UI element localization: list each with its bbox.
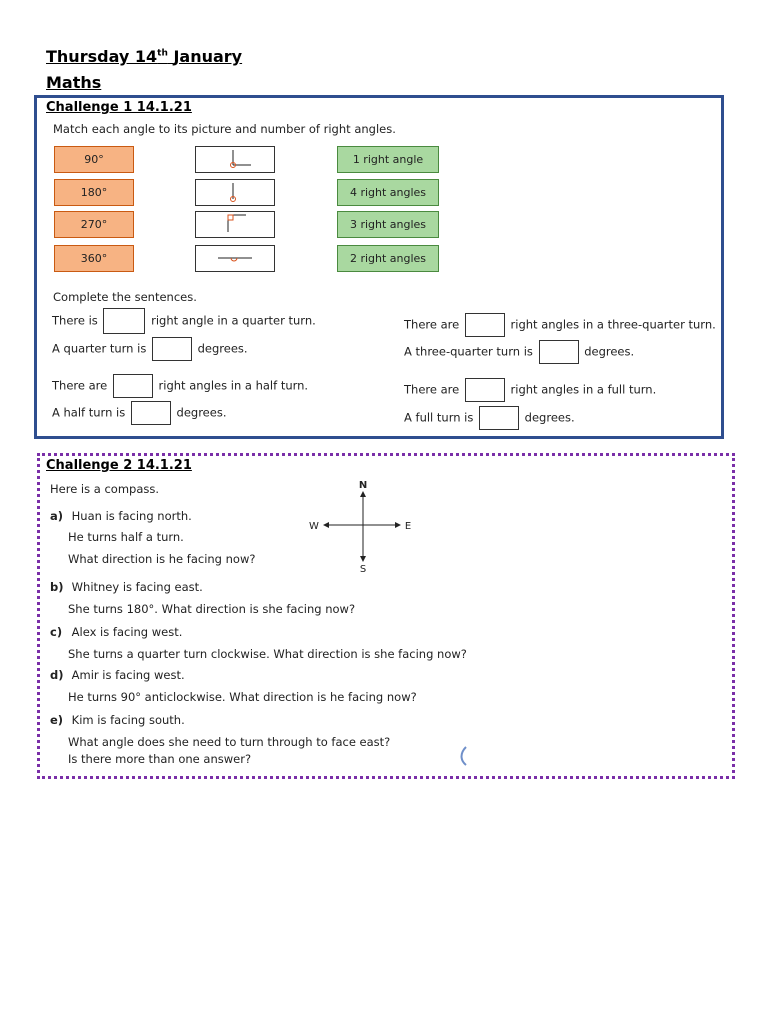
right-angle-icon (196, 212, 274, 237)
answer-box[interactable] (131, 401, 171, 425)
sentence-half-degrees (52, 401, 226, 425)
date-heading (46, 47, 242, 66)
right-angle-box-1[interactable]: 1 right angle (337, 146, 439, 173)
compass-north-label: N (358, 480, 368, 491)
complete-heading: Complete the sentences. (53, 290, 197, 304)
answer-box[interactable] (113, 374, 153, 398)
sentence-quarter-degrees (52, 337, 248, 361)
angle-box-270[interactable]: 270° (54, 211, 134, 238)
sentence-text: right angles in a three-quarter turn. (510, 317, 716, 332)
question-text: Kim is facing south. (71, 713, 185, 727)
question-b-line1 (50, 580, 203, 594)
month-text: January (173, 47, 243, 66)
angle-box-180[interactable]: 180° (54, 179, 134, 206)
compass-west-label: W (309, 521, 319, 532)
sentence-text: A three-quarter turn is (404, 344, 533, 359)
angle-picture-quarter[interactable] (195, 146, 275, 173)
sentence-text: degrees. (176, 405, 227, 420)
sentence-text: A full turn is (404, 410, 474, 425)
question-a-line3: What direction is he facing now? (68, 552, 256, 566)
sentence-text: degrees. (584, 344, 635, 359)
angle-box-360[interactable]: 360° (54, 245, 134, 272)
sentence-quarter-right-angles (52, 308, 316, 334)
answer-box[interactable] (152, 337, 192, 361)
challenge1-instruction: Match each angle to its picture and number of right angles. (53, 122, 396, 136)
sentence-text: A half turn is (52, 405, 126, 420)
question-d-line2: He turns 90° anticlockwise. What direction is he facing now? (68, 690, 417, 704)
compass-south-label: S (359, 564, 367, 575)
question-label: e) (50, 713, 64, 727)
question-text: Huan is facing north. (71, 509, 192, 523)
west-arrow-icon (323, 522, 329, 528)
answer-box[interactable] (465, 313, 505, 337)
question-c-line1 (50, 625, 182, 639)
angle-picture-three-quarter[interactable] (195, 179, 275, 206)
answer-box[interactable] (103, 308, 145, 334)
question-label: c) (50, 625, 63, 639)
sentence-text: There are (404, 382, 460, 397)
south-arrow-icon (360, 556, 366, 562)
right-angle-box-4[interactable]: 4 right angles (337, 179, 439, 206)
ordinal-suffix: th (157, 48, 168, 59)
question-text: Whitney is facing east. (71, 580, 203, 594)
scribble-mark-icon (458, 745, 470, 767)
angle-box-90[interactable]: 90° (54, 146, 134, 173)
sentence-three-quarter-degrees (404, 340, 634, 364)
sentence-text: right angles in a full turn. (510, 382, 657, 397)
question-e-line1 (50, 713, 185, 727)
day-text: Thursday 14 (46, 47, 158, 66)
question-label: a) (50, 509, 64, 523)
challenge2-title: Challenge 2 14.1.21 (46, 458, 192, 473)
question-label: b) (50, 580, 64, 594)
east-arrow-icon (395, 522, 401, 528)
answer-box[interactable] (539, 340, 579, 364)
question-a-line1 (50, 509, 192, 523)
sentence-text: There is (52, 313, 98, 328)
question-a-line2: He turns half a turn. (68, 530, 184, 544)
sentence-text: degrees. (197, 341, 248, 356)
sentence-text: There are (52, 378, 108, 393)
question-text: Amir is facing west. (71, 668, 185, 682)
right-angle-box-2[interactable]: 2 right angles (337, 245, 439, 272)
sentence-text: There are (404, 317, 460, 332)
answer-box[interactable] (465, 378, 505, 402)
question-label: d) (50, 668, 64, 682)
question-c-line2: She turns a quarter turn clockwise. What direction is she facing now? (68, 647, 467, 661)
three-quarter-turn-icon (196, 180, 274, 205)
subject-heading: Maths (46, 73, 102, 92)
right-angle-box-3[interactable]: 3 right angles (337, 211, 439, 238)
angle-picture-half[interactable] (195, 245, 275, 272)
sentence-full-right-angles (404, 378, 656, 402)
sentence-text: right angles in a half turn. (158, 378, 309, 393)
question-d-line1 (50, 668, 185, 682)
compass-east-label: E (404, 521, 412, 532)
sentence-text: right angle in a quarter turn. (151, 313, 316, 328)
angle-picture-right-angle[interactable] (195, 211, 275, 238)
question-e-line2: What angle does she need to turn through to face east? (68, 735, 391, 749)
question-text: Alex is facing west. (71, 625, 183, 639)
sentence-text: degrees. (524, 410, 575, 425)
quarter-turn-icon (196, 147, 274, 172)
sentence-half-right-angles (52, 374, 308, 398)
north-arrow-icon (360, 491, 366, 497)
sentence-text: A quarter turn is (52, 341, 147, 356)
sentence-three-quarter-right-angles (404, 313, 716, 337)
sentence-full-degrees (404, 406, 575, 430)
question-b-line2: She turns 180°. What direction is she facing now? (68, 602, 356, 616)
answer-box[interactable] (479, 406, 519, 430)
challenge1-title: Challenge 1 14.1.21 (46, 100, 192, 115)
compass-diagram (304, 476, 424, 576)
question-e-line3: Is there more than one answer? (68, 752, 252, 766)
compass-intro: Here is a compass. (50, 482, 160, 496)
half-turn-icon (196, 246, 274, 271)
